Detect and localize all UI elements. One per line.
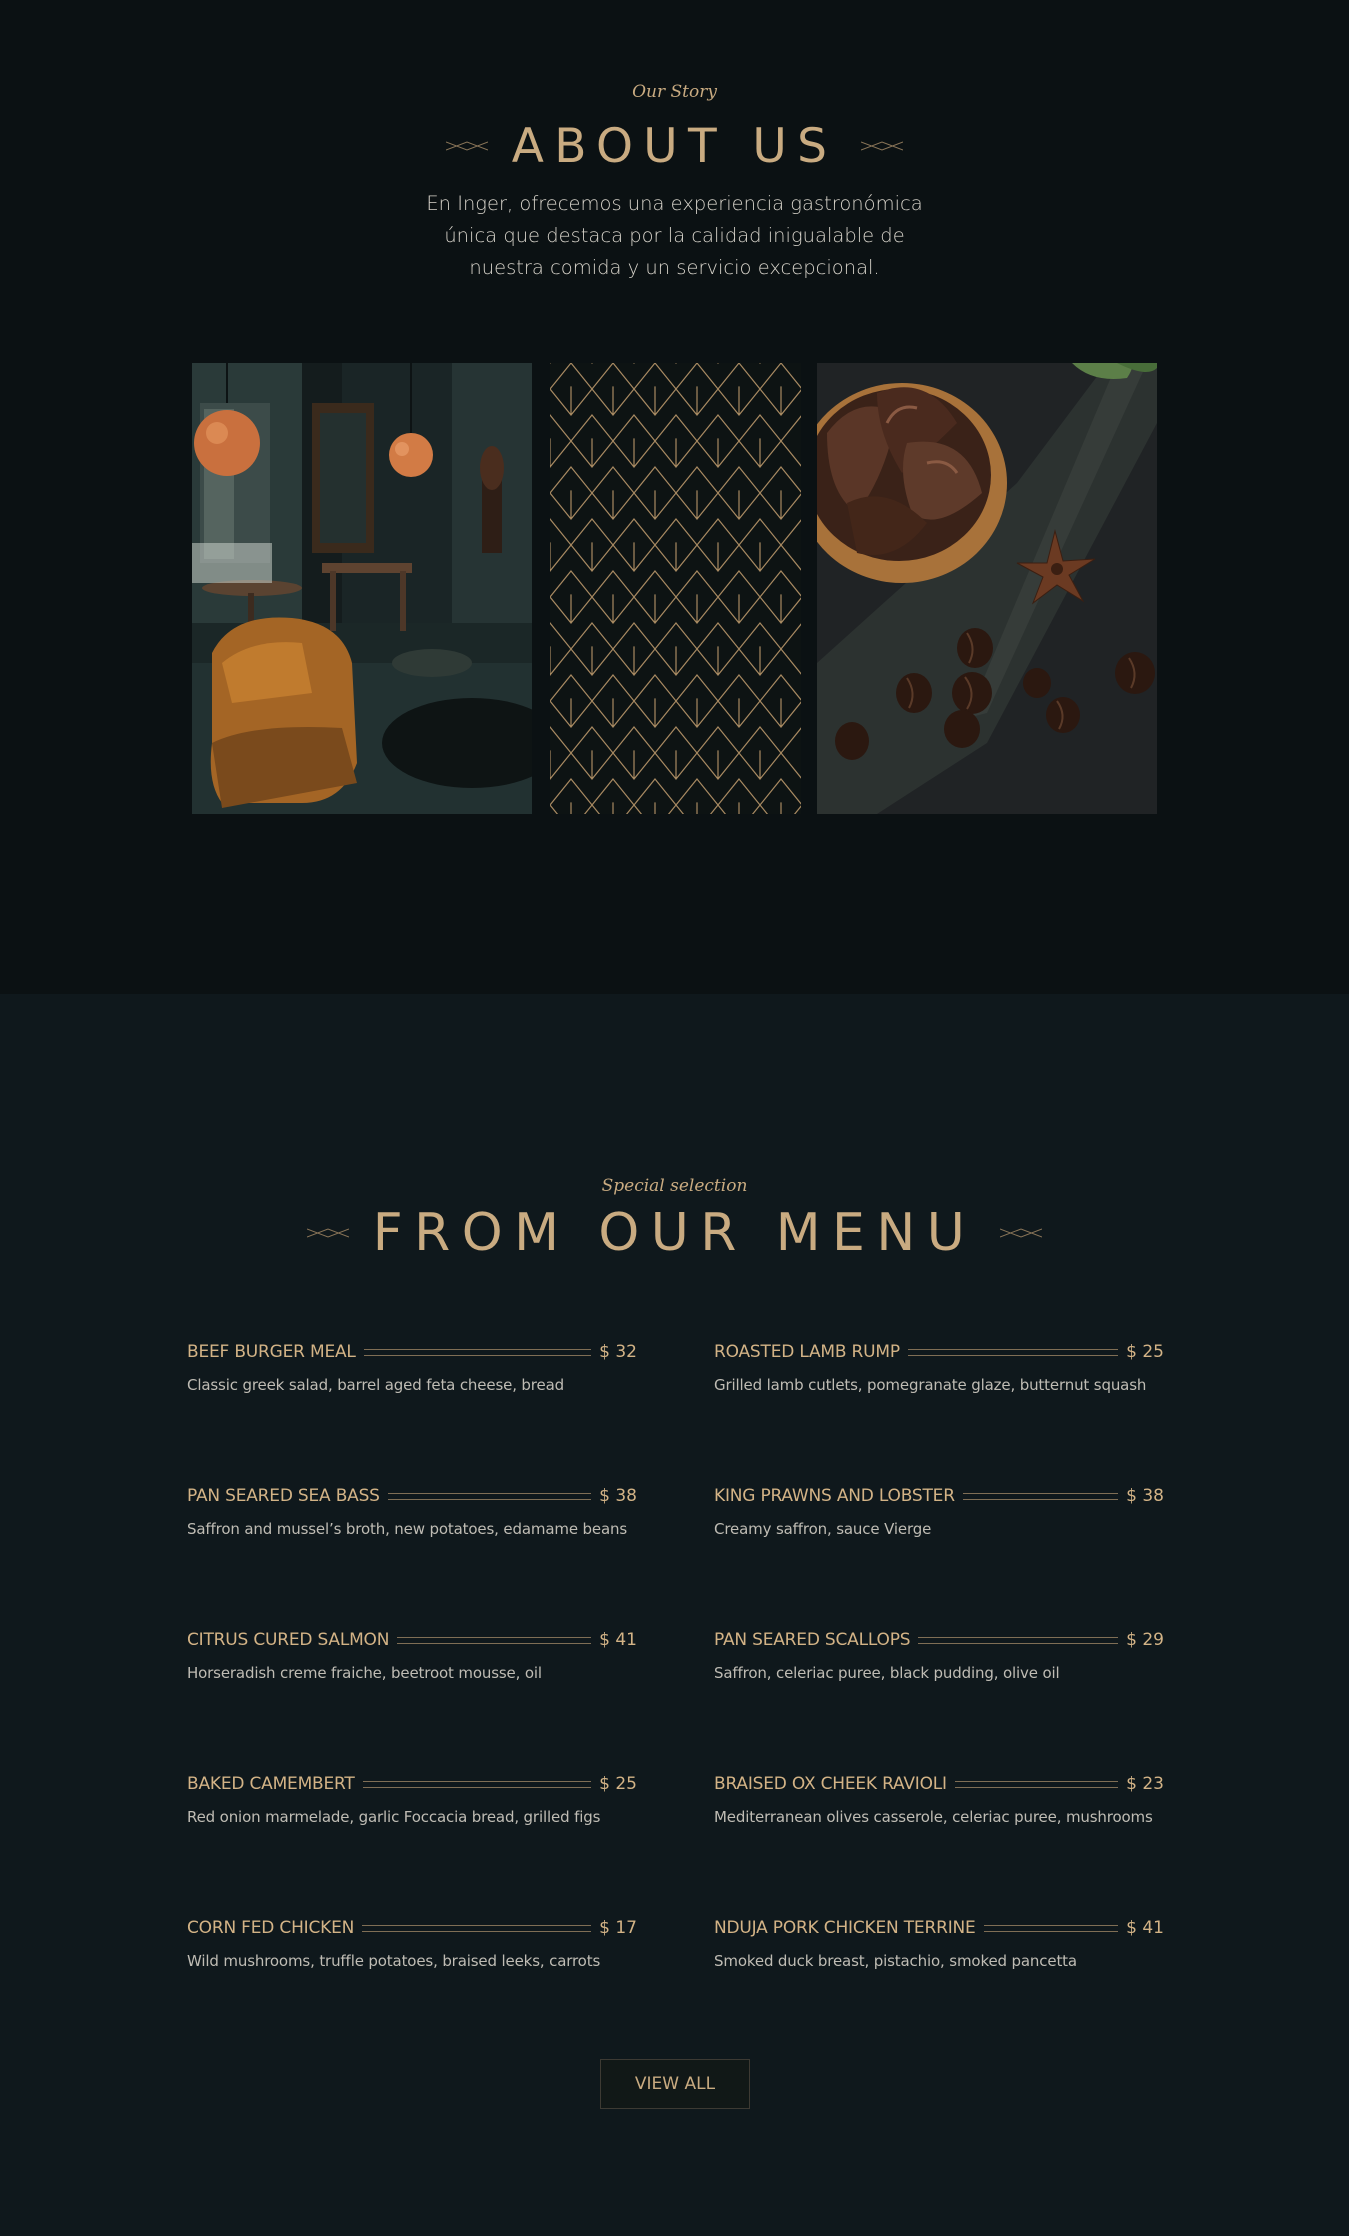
- dotted-divider: [364, 1349, 591, 1356]
- dotted-divider: [984, 1925, 1119, 1932]
- menu-item-description: Mediterranean olives casserole, celeriac puree, mushrooms: [714, 1808, 1153, 1826]
- menu-item-name: NDUJA PORK CHICKEN TERRINE: [714, 1918, 976, 1938]
- menu-item-price: $ 32: [599, 1342, 637, 1362]
- chocolate-dessert-image: [817, 363, 1157, 814]
- dotted-divider: [955, 1781, 1118, 1788]
- menu-item-description: Horseradish creme fraiche, beetroot mousse, oil: [187, 1664, 542, 1682]
- dotted-divider: [918, 1637, 1118, 1644]
- ornament-right-icon: [861, 140, 903, 152]
- menu-item-price: $ 17: [599, 1918, 637, 1938]
- menu-item[interactable]: [187, 1773, 637, 1843]
- menu-item-price: $ 41: [1126, 1918, 1164, 1938]
- menu-item-price: $ 25: [1126, 1342, 1164, 1362]
- menu-item-price: $ 23: [1126, 1774, 1164, 1794]
- menu-title: FROM OUR MENU: [372, 1203, 977, 1263]
- menu-item-description: Saffron, celeriac puree, black pudding, olive oil: [714, 1664, 1060, 1682]
- menu-item-description: Red onion marmelade, garlic Foccacia bread, grilled figs: [187, 1808, 601, 1826]
- about-title-row: [0, 118, 1349, 174]
- dotted-divider: [362, 1925, 591, 1932]
- dotted-divider: [388, 1493, 591, 1500]
- menu-item-price: $ 41: [599, 1630, 637, 1650]
- menu-item-price: $ 29: [1126, 1630, 1164, 1650]
- lattice-pattern: [550, 363, 801, 814]
- about-description: En Inger, ofrecemos una experiencia gastronómica única que destaca por la calidad inigualable de nuestra comida y un servicio excepcional.: [426, 192, 923, 279]
- ornament-left-icon: [307, 1227, 349, 1239]
- menu-item-name: CORN FED CHICKEN: [187, 1918, 355, 1938]
- menu-title-row: [0, 1202, 1349, 1264]
- dotted-divider: [397, 1637, 591, 1644]
- menu-item-price: $ 38: [599, 1486, 637, 1506]
- menu-item[interactable]: [714, 1773, 1164, 1843]
- menu-item-name: BEEF BURGER MEAL: [187, 1342, 356, 1362]
- menu-kicker: Special selection: [601, 1176, 748, 1196]
- menu-item-name: PAN SEARED SCALLOPS: [714, 1630, 911, 1650]
- menu-item-description: Grilled lamb cutlets, pomegranate glaze, butternut squash: [714, 1376, 1147, 1394]
- dotted-divider: [963, 1493, 1118, 1500]
- menu-item[interactable]: [187, 1629, 637, 1699]
- menu-item-price: $ 25: [599, 1774, 637, 1794]
- about-section: [0, 0, 1349, 994]
- restaurant-interior-image: [192, 363, 532, 814]
- menu-item-description: Wild mushrooms, truffle potatoes, braised leeks, carrots: [187, 1952, 601, 1970]
- menu-item-name: ROASTED LAMB RUMP: [714, 1342, 900, 1362]
- menu-item-name: KING PRAWNS AND LOBSTER: [714, 1486, 955, 1506]
- ornament-right-icon: [1000, 1227, 1042, 1239]
- menu-item-name: BRAISED OX CHEEK RAVIOLI: [714, 1774, 947, 1794]
- menu-item-description: Smoked duck breast, pistachio, smoked pancetta: [714, 1952, 1077, 1970]
- about-kicker: Our Story: [632, 82, 717, 102]
- menu-item[interactable]: [187, 1485, 637, 1555]
- menu-item[interactable]: [714, 1917, 1164, 1987]
- dotted-divider: [363, 1781, 592, 1788]
- about-title: ABOUT US: [511, 118, 838, 174]
- menu-item[interactable]: [187, 1917, 637, 1987]
- dotted-divider: [908, 1349, 1118, 1356]
- menu-item[interactable]: [714, 1485, 1164, 1555]
- menu-item-description: Saffron and mussel’s broth, new potatoes, edamame beans: [187, 1520, 628, 1538]
- menu-item-description: Creamy saffron, sauce Vierge: [714, 1520, 932, 1538]
- menu-item[interactable]: [714, 1629, 1164, 1699]
- menu-item-price: $ 38: [1126, 1486, 1164, 1506]
- ornament-left-icon: [446, 140, 488, 152]
- view-all-button[interactable]: VIEW ALL: [600, 2059, 750, 2109]
- menu-item-name: CITRUS CURED SALMON: [187, 1630, 390, 1650]
- menu-item[interactable]: [187, 1341, 637, 1411]
- geometric-pattern-panel: [550, 363, 801, 814]
- menu-item-description: Classic greek salad, barrel aged feta cheese, bread: [187, 1376, 564, 1394]
- menu-item[interactable]: [714, 1341, 1164, 1411]
- menu-item-name: BAKED CAMEMBERT: [187, 1774, 355, 1794]
- menu-item-name: PAN SEARED SEA BASS: [187, 1486, 380, 1506]
